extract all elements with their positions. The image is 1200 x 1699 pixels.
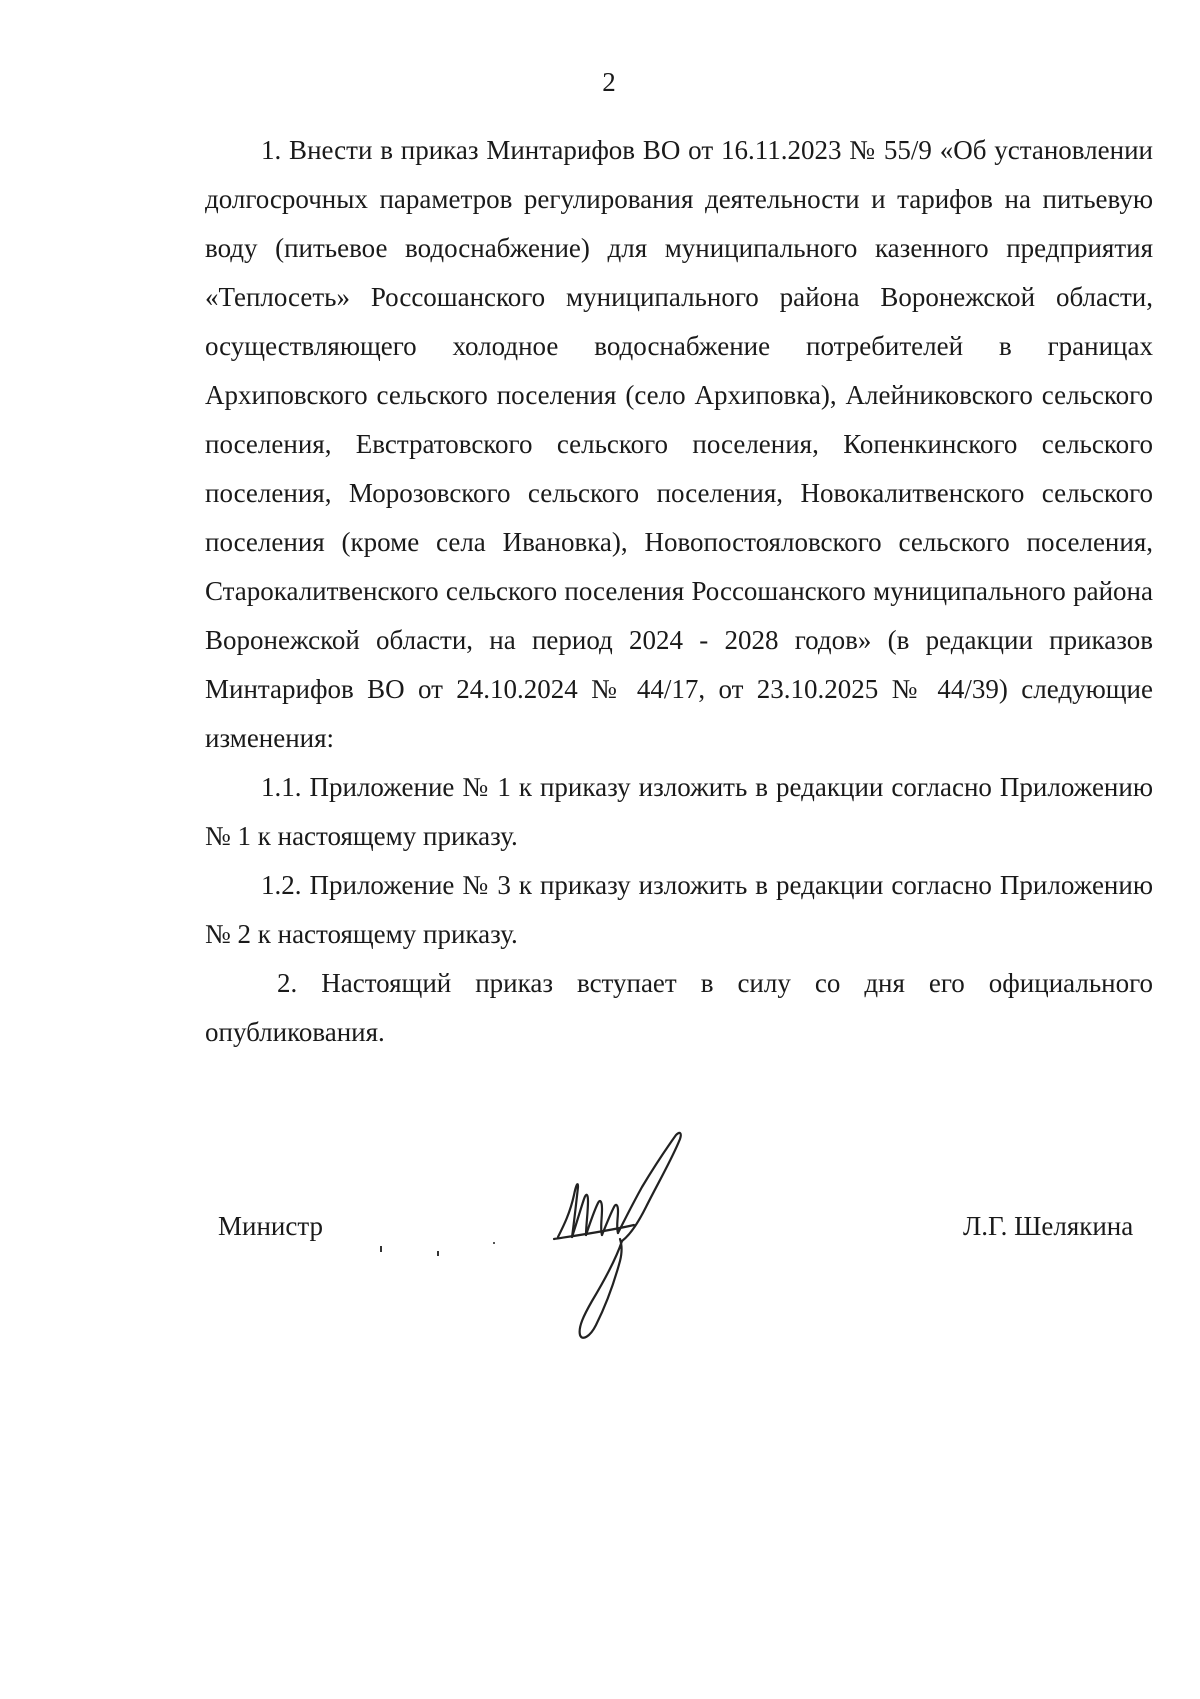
page-number: 2 [602, 67, 616, 97]
paragraph-1-1: 1.1. Приложение № 1 к приказу изложить в редакции согласно Приложению № 1 к настоящему приказу. [205, 772, 1153, 851]
signatory-name: Л.Г. Шелякина [963, 1211, 1134, 1241]
signature-block [0, 1208, 1200, 1248]
signatory-title: Министр [218, 1211, 323, 1241]
document-body [205, 126, 1153, 1057]
paragraph-2: 2. Настоящий приказ вступает в силу со дня его официального опубликования. [205, 968, 1153, 1047]
paragraph-1-2: 1.2. Приложение № 3 к приказу изложить в редакции согласно Приложению № 2 к настоящему приказу. [205, 870, 1153, 949]
paragraph-1: 1. Внести в приказ Минтарифов ВО от 16.11.2023 № 55/9 «Об установлении долгосрочных параметров регулирования деятельности и тарифов на питьевую воду (питьевое водоснабжение) для муниципального казенного предприятия «Теплосеть» Россошанского муниципального района Воронежской области, осуществляющего холодное водоснабжение потребителей в границах Архиповского сельского поселения (село Архиповка), Алейниковского сельского поселения, Евстратовского сельского поселения, Копенкинского сельского поселения, Морозовского сельского поселения, Новокалитвенского сельского поселения (кроме села Ивановка), Новопостояловского сельского поселения, Старокалитвенского сельского поселения Россошанского муниципального района Воронежской области, на период 2024 - 2028 годов» (в редакции приказов Минтарифов ВО от 24.10.2024 № 44/17, от 23.10.2025 № 44/39) следующие изменения: [205, 135, 1153, 753]
